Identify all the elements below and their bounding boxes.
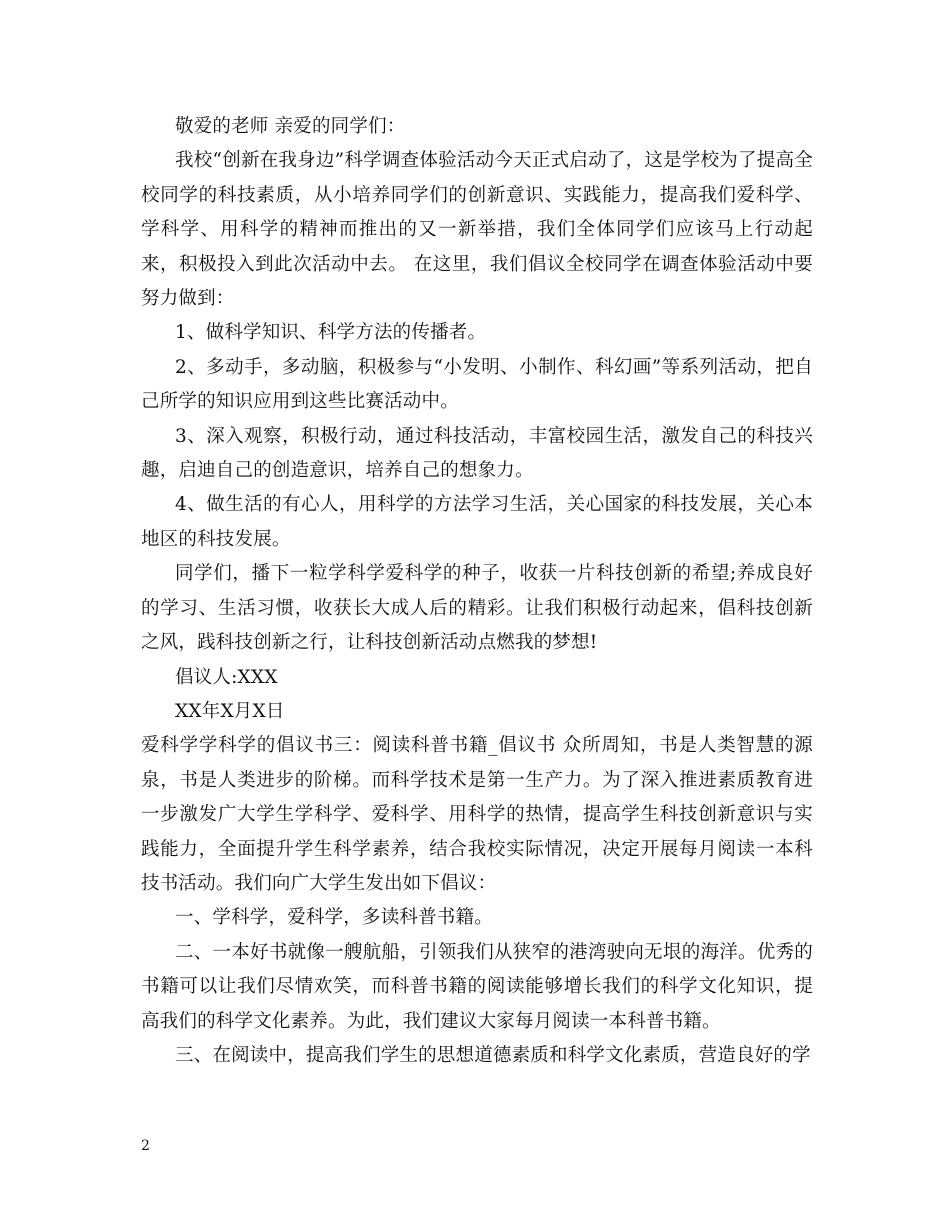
salutation: 敬爱的老师 亲爱的同学们： (175, 116, 406, 137)
page-number: 2 (141, 1138, 150, 1154)
list-item-3: 3、深入观察，积极行动，通过科技活动，丰富校园生活，激发自己的科技兴趣，启迪自己的创造意识，培养自己的想象力。 (141, 425, 813, 482)
document-body (141, 110, 813, 1073)
list-item-4: 4、做生活的有心人，用科学的方法学习生活，关心国家的科技发展，关心本地区的科技发展。 (141, 494, 813, 550)
list-item-1: 1、做科学知识、科学方法的传播者。 (175, 322, 487, 344)
section-three-paragraph: 爱科学学科学的倡议书三：阅读科普书籍_倡议书 众所周知，书是人类智慧的源泉，书是人类进步的阶梯。而科学技术是第一生产力。为了深入推进素质教育进一步激发广大学生学科学、爱科学、用科学的热情，提高学生科技创新意识与实践能力，全面提升学生科学素养，结合我校实际情况，决定开展每月阅读一本科技书活动。我们向广大学生发出如下倡议： (141, 735, 813, 894)
proposal-item-2: 二、一本好书就像一艘航船，引领我们从狭窄的港湾驶向无垠的海洋。优秀的书籍可以让我们尽情欢笑，而科普书籍的阅读能够增长我们的科学文化知识，提高我们的科学文化素养。为此，我们建议大家每月阅读一本科普书籍。 (141, 941, 813, 1032)
date-line: XX年X月X日 (175, 700, 285, 722)
paragraph-intro: 我校“创新在我身边”科学调查体验活动今天正式启动了，这是学校为了提高全校同学的科技素质，从小培养同学们的创新意识、实践能力，提高我们爱科学、学科学、用科学的精神而推出的又一新举措，我们全体同学们应该马上行动起来，积极投入到此次活动中去。 在这里，我们倡议全校同学在调查体验活动中要努力做到： (141, 150, 813, 310)
proposal-item-3: 三、在阅读中，提高我们学生的思想道德素质和科学文化素质，营造良好的学 (175, 1044, 811, 1066)
signature-line: 倡议人:XXX (175, 666, 278, 688)
paragraph-closing: 同学们，播下一粒学科学爱科学的种子，收获一片科技创新的希望;养成良好的学习、生活习惯，收获长大成人后的精彩。让我们积极行动起来，倡科技创新之风，践科技创新之行，让科技创新活动点燃我的梦想! (141, 563, 813, 654)
list-item-2: 2、多动手，多动脑，积极参与“小发明、小制作、科幻画”等系列活动，把自己所学的知识应用到这些比赛活动中。 (141, 356, 813, 413)
proposal-item-1: 一、学科学，爱科学，多读科普书籍。 (175, 907, 493, 929)
